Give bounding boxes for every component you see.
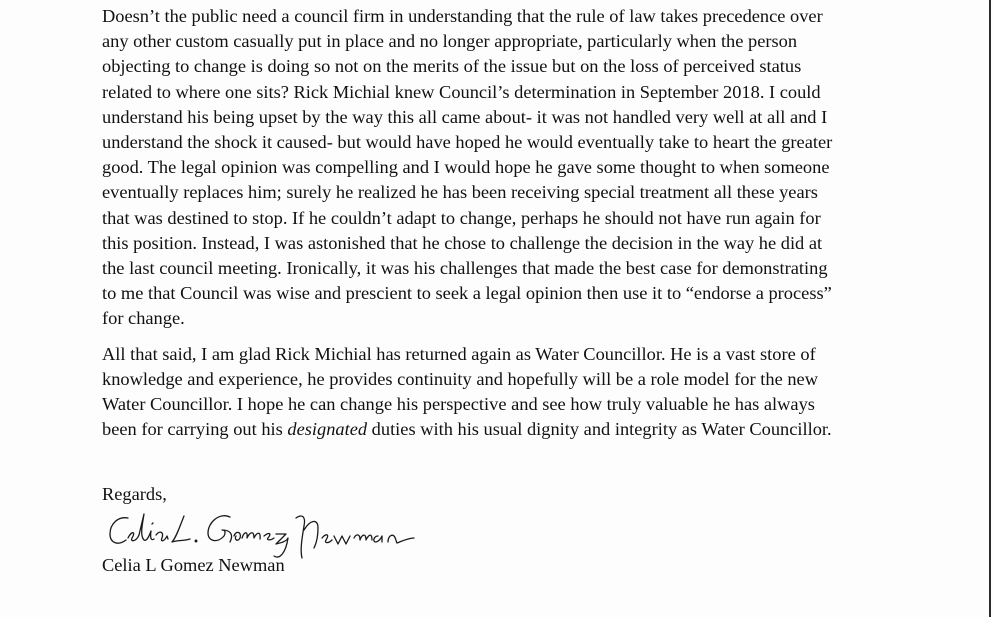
paragraph-1 bbox=[102, 4, 892, 332]
paragraph-1-line: understand his being upset by the way this all came about- it was not handled very well at all and I bbox=[102, 106, 828, 127]
signer-name: Celia L Gomez Newman bbox=[102, 555, 285, 575]
paragraph-1-line: that was destined to stop. If he couldn’t adapt to change, perhaps he should not have run again for bbox=[102, 207, 821, 228]
paragraph-1-line: this position. Instead, I was astonished that he chose to challenge the decision in the way he did at bbox=[102, 232, 823, 253]
paragraph-2-line bbox=[102, 417, 892, 442]
paragraph-2-line: Water Councillor. I hope he can change his perspective and see how truly valuable he has always bbox=[102, 394, 815, 415]
paragraph-2-line: All that said, I am glad Rick Michial has returned again as Water Councillor. He is a vast store of bbox=[102, 343, 816, 364]
paragraph-1-line: related to where one sits? Rick Michial knew Council’s determination in September 2018. I could bbox=[102, 81, 821, 102]
letter-body bbox=[102, 4, 892, 442]
paragraph-1-line: Doesn’t the public need a council firm in understanding that the rule of law takes precedence over bbox=[102, 6, 823, 26]
paragraph-2-line-4-start: been for carrying out his bbox=[102, 419, 288, 440]
paragraph-2 bbox=[102, 342, 892, 443]
paragraph-2-line-4-end: duties with his usual dignity and integrity as Water Councillor. bbox=[367, 419, 832, 440]
paragraph-2-line: knowledge and experience, he provides continuity and hopefully will be a role model for the new bbox=[102, 368, 818, 389]
paragraph-1-line: the last council meeting. Ironically, it was his challenges that made the best case for demonstrating bbox=[102, 258, 828, 279]
paragraph-1-line: objecting to change is doing so not on the merits of the issue but on the loss of perceived status bbox=[102, 56, 802, 77]
paragraph-1-line: understand the shock it caused- but would have hoped he would eventually take to heart the greater bbox=[102, 132, 833, 153]
scan-edge-line bbox=[989, 0, 991, 617]
paragraph-1-line: good. The legal opinion was compelling and I would hope he gave some thought to when someone bbox=[102, 157, 830, 178]
closing-salutation: Regards, bbox=[102, 484, 167, 504]
paragraph-1-line: eventually replaces him; surely he realized he has been receiving special treatment all these years bbox=[102, 182, 818, 203]
paragraph-1-line: any other custom casually put in place and no longer appropriate, particularly when the person bbox=[102, 31, 798, 52]
paragraph-1-line: to me that Council was wise and prescient to seek a legal opinion then use it to “endorse a process” bbox=[102, 283, 832, 304]
emphasized-word: designated bbox=[287, 419, 368, 440]
paragraph-1-line: for change. bbox=[102, 308, 185, 329]
